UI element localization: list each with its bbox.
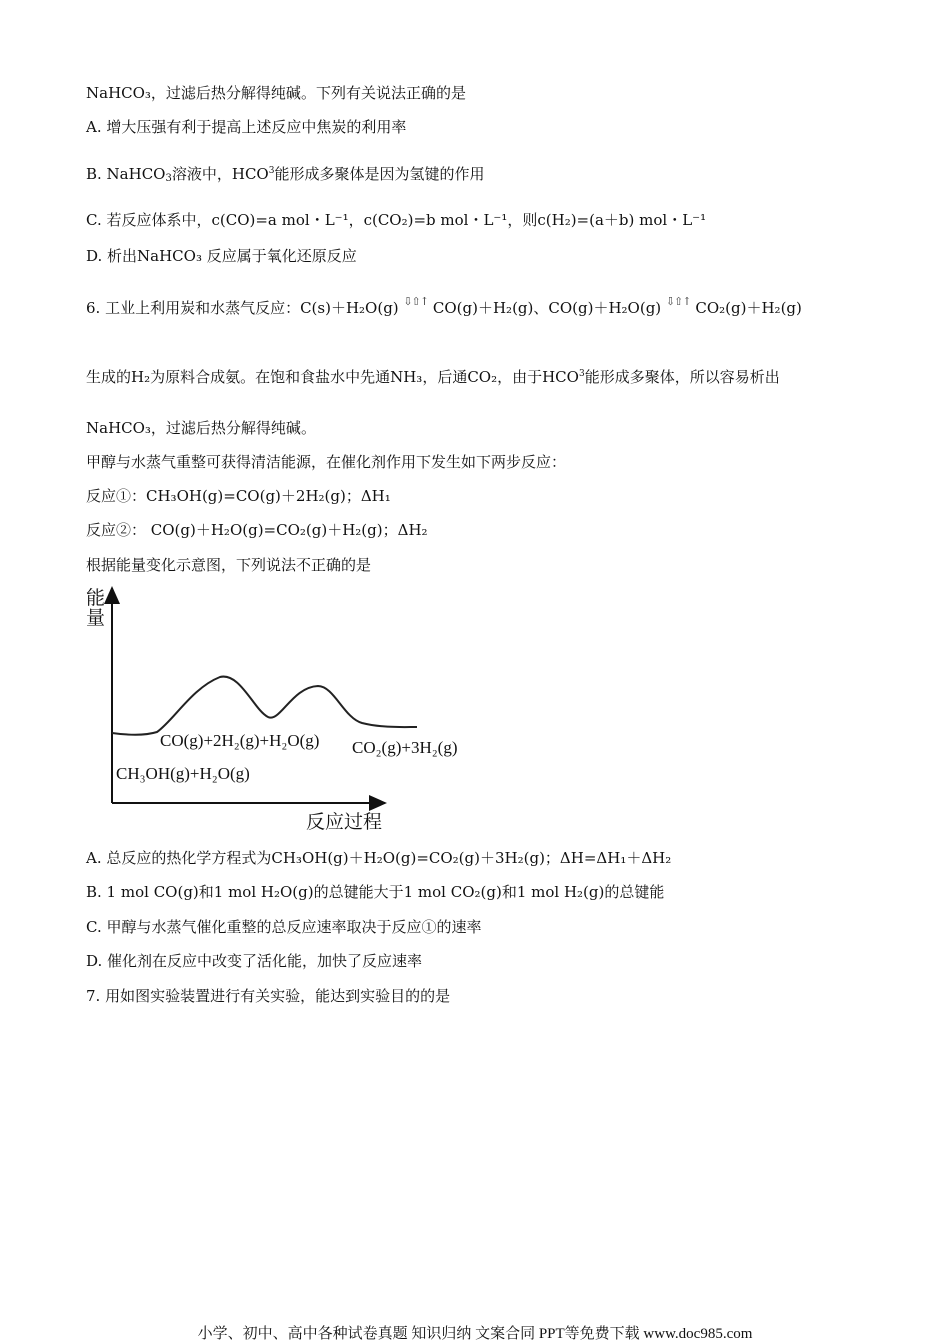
- question-6-line: [86, 292, 802, 318]
- reaction-1-line: 反应①：CH₃OH(g)=CO(g)＋2H₂(g)；ΔH₁: [86, 487, 391, 505]
- text-line-12: 根据能量变化示意图，下列说法不正确的是: [86, 556, 372, 574]
- option-b-part1: B. NaHCO: [86, 165, 166, 183]
- energy-diagram: [82, 580, 502, 835]
- y-axis-label-1: 能: [86, 588, 106, 609]
- q6-part1: 6. 工业上利用炭和水蒸气反应：C(s)＋H₂O(g): [86, 299, 399, 317]
- text-line-7: [86, 367, 780, 387]
- text-line-8: NaHCO₃，过滤后热分解得纯碱。: [86, 419, 316, 437]
- product-label: CO₂(g)+3H₂(g): [352, 738, 458, 757]
- superscript-3: 3: [268, 166, 275, 176]
- option-c-line: C. 若反应体系中，c(CO)=a mol・L⁻¹，c(CO₂)=b mol・L⁻¹，则c(H₂)=(a＋b) mol・L⁻¹: [86, 211, 707, 229]
- choice-d-line: D. 催化剂在反应中改变了活化能，加快了反应速率: [86, 952, 423, 970]
- option-b-part3: 能形成多聚体是因为氢键的作用: [274, 165, 485, 183]
- question-7-line: 7. 用如图实验装置进行有关实验，能达到实验目的的是: [86, 987, 451, 1005]
- line7-part2: 能形成多聚体，所以容易析出: [584, 368, 780, 386]
- y-axis-label-2: 量: [86, 608, 106, 629]
- option-a-line: A. 增大压强有利于提高上述反应中焦炭的利用率: [86, 118, 407, 136]
- equilibrium-arrow-icon: ⇩⇧↑: [665, 295, 691, 308]
- text-line-9: 甲醇与水蒸气重整可获得清洁能源，在催化剂作用下发生如下两步反应：: [86, 453, 567, 471]
- subscript-3: 3: [165, 173, 172, 184]
- x-axis-label: 反应过程: [306, 812, 383, 833]
- choice-c-line: C. 甲醇与水蒸气催化重整的总反应速率取决于反应①的速率: [86, 918, 482, 936]
- option-b-line: [86, 164, 484, 184]
- superscript-3: 3: [578, 369, 585, 379]
- q6-part2: CO(g)＋H₂(g)、CO(g)＋H₂O(g): [432, 299, 662, 317]
- text-line-1: NaHCO₃，过滤后热分解得纯碱。下列有关说法正确的是: [86, 84, 466, 102]
- option-d-line: D. 析出NaHCO₃ 反应属于氧化还原反应: [86, 247, 357, 265]
- choice-a-line: A. 总反应的热化学方程式为CH₃OH(g)＋H₂O(g)=CO₂(g)＋3H₂(g)；ΔH=ΔH₁＋ΔH₂: [86, 849, 672, 867]
- page-footer: 小学、初中、高中各种试卷真题 知识归纳 文案合同 PPT等免费下载 www.doc985.com: [197, 1326, 753, 1342]
- intermediate-label: CO(g)+2H₂(g)+H₂O(g): [160, 731, 320, 750]
- line7-part1: 生成的H₂为原料合成氨。在饱和食盐水中先通NH₃，后通CO₂，由于HCO: [86, 368, 579, 386]
- option-b-part2: 溶液中，HCO: [171, 165, 269, 183]
- reactant-label: CH₃OH(g)+H₂O(g): [116, 764, 250, 783]
- equilibrium-arrow-icon: ⇩⇧↑: [403, 295, 429, 308]
- q6-part3: CO₂(g)＋H₂(g): [695, 299, 802, 317]
- energy-curve: [112, 677, 417, 735]
- reaction-2-line: 反应②： CO(g)＋H₂O(g)=CO₂(g)＋H₂(g)；ΔH₂: [86, 521, 428, 539]
- choice-b-line: B. 1 mol CO(g)和1 mol H₂O(g)的总键能大于1 mol CO₂(g)和1 mol H₂(g)的总键能: [86, 883, 665, 901]
